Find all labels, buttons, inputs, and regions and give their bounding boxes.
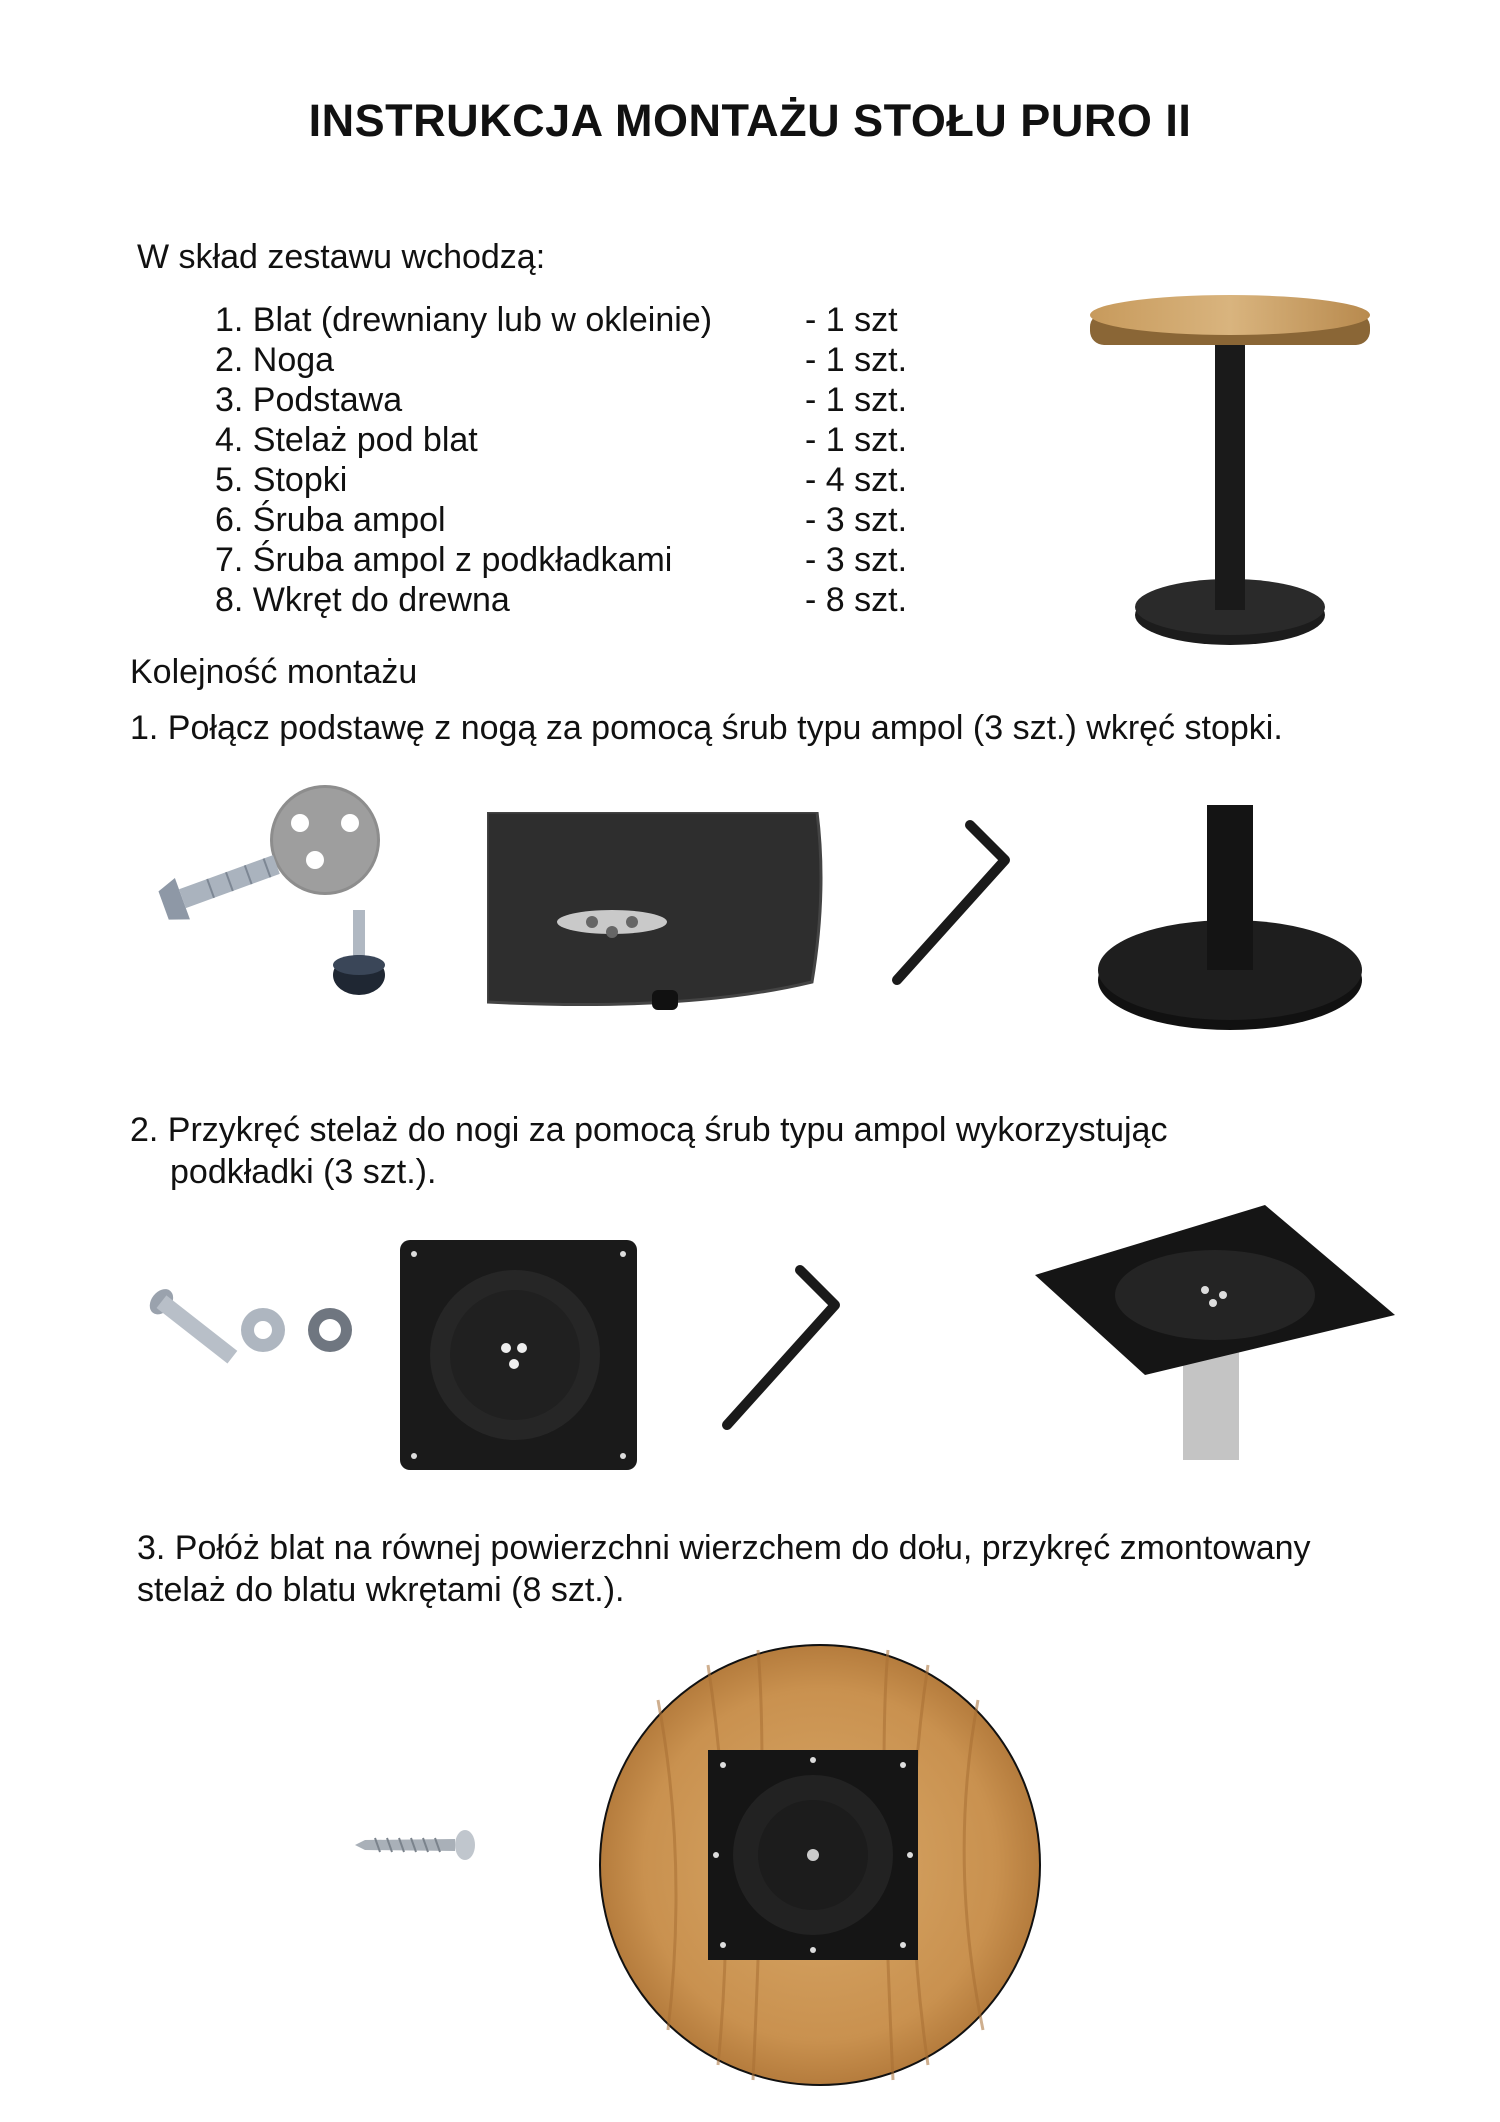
step-3-text-line-2: stelaż do blatu wkrętami (8 szt.). xyxy=(137,1571,625,1609)
list-item xyxy=(215,420,935,460)
page-title: INSTRUKCJA MONTAŻU STOŁU PURO II xyxy=(308,95,1192,146)
step-1-text: 1. Połącz podstawę z nogą za pomocą śrub typu ampol (3 szt.) wkręć stopki. xyxy=(130,709,1283,747)
part-quantity: - 3 szt. xyxy=(805,501,908,539)
parts-list xyxy=(215,300,935,620)
part-name: 2. Noga xyxy=(215,341,335,379)
part-quantity: - 1 szt xyxy=(805,301,898,339)
bracket-on-leg-photo xyxy=(1035,1205,1395,1460)
part-name: 7. Śruba ampol z podkładkami xyxy=(215,541,673,579)
part-name: 1. Blat (drewniany lub w okleinie) xyxy=(215,301,713,339)
part-quantity: - 1 szt. xyxy=(805,341,908,379)
part-quantity: - 4 szt. xyxy=(805,461,908,499)
bolt-and-washers-photo xyxy=(135,1285,365,1395)
part-quantity: - 1 szt. xyxy=(805,381,908,419)
list-item xyxy=(215,300,935,340)
list-item xyxy=(215,340,935,380)
part-quantity: - 1 szt. xyxy=(805,421,908,459)
part-name: 5. Stopki xyxy=(215,461,348,499)
base-with-leg-photo xyxy=(1095,805,1365,1030)
part-name: 3. Podstawa xyxy=(215,381,403,419)
allen-key-icon xyxy=(885,815,1025,990)
list-item xyxy=(215,380,935,420)
list-item xyxy=(215,580,935,620)
step-2-text-line-2: podkładki (3 szt.). xyxy=(170,1153,437,1191)
part-quantity: - 8 szt. xyxy=(805,581,908,619)
bracket-top-photo xyxy=(400,1240,637,1470)
tabletop-with-bracket-photo xyxy=(598,1640,1043,2090)
part-name: 4. Stelaż pod blat xyxy=(215,421,478,459)
list-item xyxy=(215,460,935,500)
allen-key-icon xyxy=(715,1260,855,1435)
assembly-order-heading: Kolejność montażu xyxy=(130,653,418,691)
contents-heading: W skład zestawu wchodzą: xyxy=(137,238,546,276)
list-item xyxy=(215,500,935,540)
part-quantity: - 3 szt. xyxy=(805,541,908,579)
step-2-text-line-1: 2. Przykręć stelaż do nogi za pomocą śrub typu ampol wykorzystując xyxy=(130,1111,1168,1149)
wood-screw-photo xyxy=(355,1825,480,1865)
table-photo xyxy=(1085,285,1375,655)
screw-and-plate-photo xyxy=(150,785,400,1000)
step-3-text-line-1: 3. Połóż blat na równej powierzchni wierzchem do dołu, przykręć zmontowany xyxy=(137,1529,1311,1567)
list-item xyxy=(215,540,935,580)
part-name: 8. Wkręt do drewna xyxy=(215,581,510,619)
part-name: 6. Śruba ampol xyxy=(215,501,446,539)
base-underside-photo xyxy=(487,812,827,1010)
